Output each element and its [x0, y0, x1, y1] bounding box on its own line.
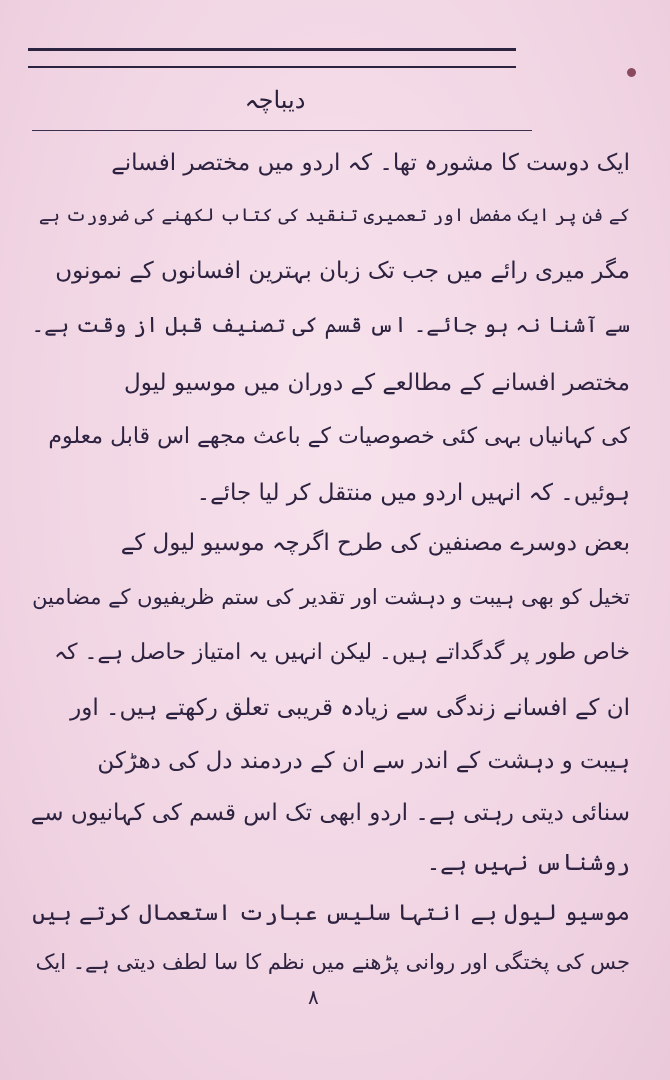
header-rule-top: [28, 48, 516, 51]
text-line: خاص طور پر گدگداتے ہیں۔ لیکن انہیں یہ امتیاز حاصل ہے۔ کہ: [54, 640, 630, 665]
ink-spot: [627, 68, 636, 77]
text-line: جس کی پختگی اور روانی پڑھنے میں نظم کا سا لطف دیتی ہے۔ ایک: [35, 950, 630, 974]
text-line: ایک دوست کا مشورہ تھا۔ کہ اردو میں مختصر افسانے: [111, 150, 630, 176]
text-line: ہوئیں۔ کہ انہیں اردو میں منتقل کر لیا جائے۔: [196, 480, 630, 506]
text-line: ہیبت و دہشت کے اندر سے ان کے دردمند دل کی دھڑکن: [97, 748, 630, 774]
text-line: ان کے افسانے زندگی سے زیادہ قریبی تعلق رکھتے ہیں۔ اور: [70, 695, 630, 721]
text-line: بعض دوسرے مصنفین کی طرح اگرچہ موسیو لیول کے: [120, 530, 630, 556]
text-line: مختصر افسانے کے مطالعے کے دوران میں موسیو لیول: [124, 370, 630, 396]
text-line: مگر میری رائے میں جب تک زبان بہترین افسانوں کے نمونوں: [55, 258, 630, 284]
page-title: دیباچہ: [244, 86, 306, 114]
text-line: سنائی دیتی رہتی ہے۔ اردو ابھی تک اس قسم کی کہانیوں سے: [30, 800, 630, 826]
text-line: موسیو لیول بے انتہا سلیس عبارت استعمال کرتے ہیں: [32, 900, 630, 926]
text-line: سے آشنا نہ ہو جائے۔ اس قسم کی تصنیف قبل از وقت ہے۔: [31, 313, 630, 338]
header-rule-bottom: [28, 66, 516, 68]
text-line: کی کہانیاں بہی کئی خصوصیات کے باعث مجھے اس قابل معلوم: [48, 424, 630, 449]
title-rule: [32, 130, 532, 131]
text-line: روشناس نہیں ہے۔: [426, 850, 630, 876]
text-line: تخیل کو بھی ہیبت و دہشت اور تقدیر کی ستم ظریفیوں کے مضامین: [32, 585, 630, 609]
page-number: ۸: [308, 985, 319, 1009]
text-line: کے فن پر ایک مفصل اور تعمیری تنقید کی کتاب لکھنے کی ضرورت ہے: [38, 205, 630, 226]
